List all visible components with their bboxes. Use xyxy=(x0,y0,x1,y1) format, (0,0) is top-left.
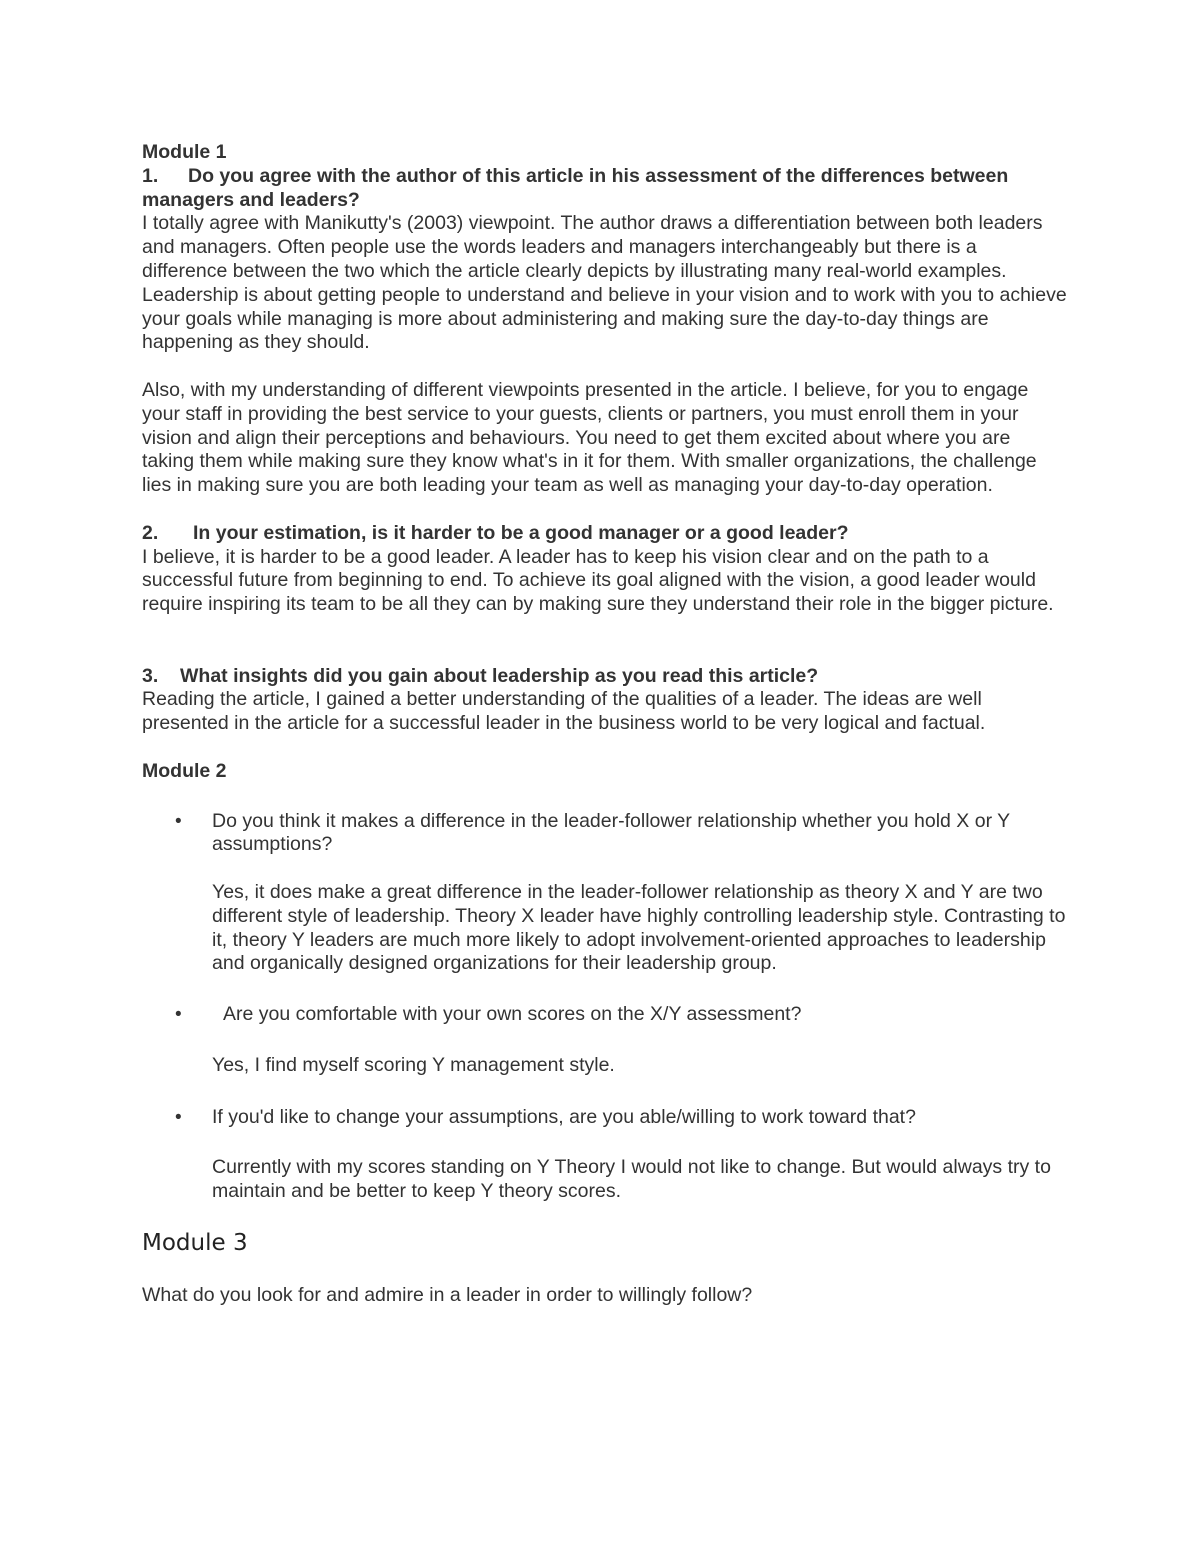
module2-item-3-answer: Currently with my scores standing on Y Theory I would not like to change. But would always try to maintain and be better to keep Y theory scores. xyxy=(212,1156,1051,1203)
module3-question: What do you look for and admire in a leader in order to willingly follow? xyxy=(142,1284,753,1307)
bullet-icon: • xyxy=(175,1106,182,1128)
q1-number: 1. xyxy=(142,164,159,187)
module1-heading: Module 1 xyxy=(142,141,227,163)
document-page xyxy=(142,141,1067,1308)
module2-bullet-list xyxy=(142,810,1067,1205)
q2-question: In your estimation, is it harder to be a good manager or a good leader? xyxy=(193,521,849,544)
bullet-icon: • xyxy=(175,1004,182,1026)
module3-heading: Module 3 xyxy=(142,1230,248,1257)
q1-answer-paragraph-2: Also, with my understanding of different viewpoints presented in the article. I believe, for you to engage your staff in providing the best service to your guests, clients or partners, you must enroll them in your vision and align their perceptions and behaviours. You need to get them excited about where you are taking them while making sure they know what's in it for them. With smaller organizations, the challenge lies in making sure you are both leading your team as well as managing your day-to-day operation. xyxy=(142,378,1037,497)
module2-item-2-question: Are you comfortable with your own scores on the X/Y assessment? xyxy=(223,1003,802,1026)
bullet-icon: • xyxy=(175,810,182,832)
module1-q3 xyxy=(142,665,1067,689)
module1-q1 xyxy=(142,165,1067,213)
module1-q2 xyxy=(142,522,1067,546)
module2-item-3 xyxy=(142,1106,1067,1130)
module2-heading: Module 2 xyxy=(142,759,227,782)
q2-answer: I believe, it is harder to be a good leader. A leader has to keep his vision clear and on the path to a successful future from beginning to end. To achieve its goal aligned with the vision, a good leader would require inspiring its team to be all they can by making sure they understand their role in the bigger picture. xyxy=(142,545,1054,616)
q3-number: 3. xyxy=(142,664,159,687)
module2-item-1-question: Do you think it makes a difference in the leader-follower relationship whether you hold X or Y assumptions? xyxy=(212,809,1010,856)
q1-answer-paragraph-1: I totally agree with Manikutty's (2003) viewpoint. The author draws a differentiation between both leaders and managers. Often people use the words leaders and managers interchangeably but there is a difference between the two which the article clearly depicts by illustrating many real-world examples. Leadership is about getting people to understand and believe in your vision and to work with you to achieve your goals while managing is more about administering and making sure the day-to-day things are happening as they should. xyxy=(142,212,1067,354)
q2-number: 2. xyxy=(142,521,159,544)
q3-answer: Reading the article, I gained a better understanding of the qualities of a leader. The ideas are well presented in the article for a successful leader in the business world to be very logical and factual. xyxy=(142,688,986,735)
module2-item-2 xyxy=(142,1003,1067,1027)
module2-item-1-answer: Yes, it does make a great difference in the leader-follower relationship as theory X and Y are two different style of leadership. Theory X leader have highly controlling leadership style. Contrasting to it, theory Y leaders are much more likely to adopt involvement-oriented approaches to leadership and organically designed organizations for their leadership group. xyxy=(212,880,1066,975)
q1-question: Do you agree with the author of this article in his assessment of the differences between managers and leaders? xyxy=(142,164,1009,211)
q3-question: What insights did you gain about leadership as you read this article? xyxy=(180,664,819,687)
module2-item-2-answer: Yes, I find myself scoring Y management style. xyxy=(212,1053,615,1076)
module2-item-1 xyxy=(142,810,1067,858)
module2-item-3-question: If you'd like to change your assumptions, are you able/willing to work toward that? xyxy=(212,1105,916,1128)
